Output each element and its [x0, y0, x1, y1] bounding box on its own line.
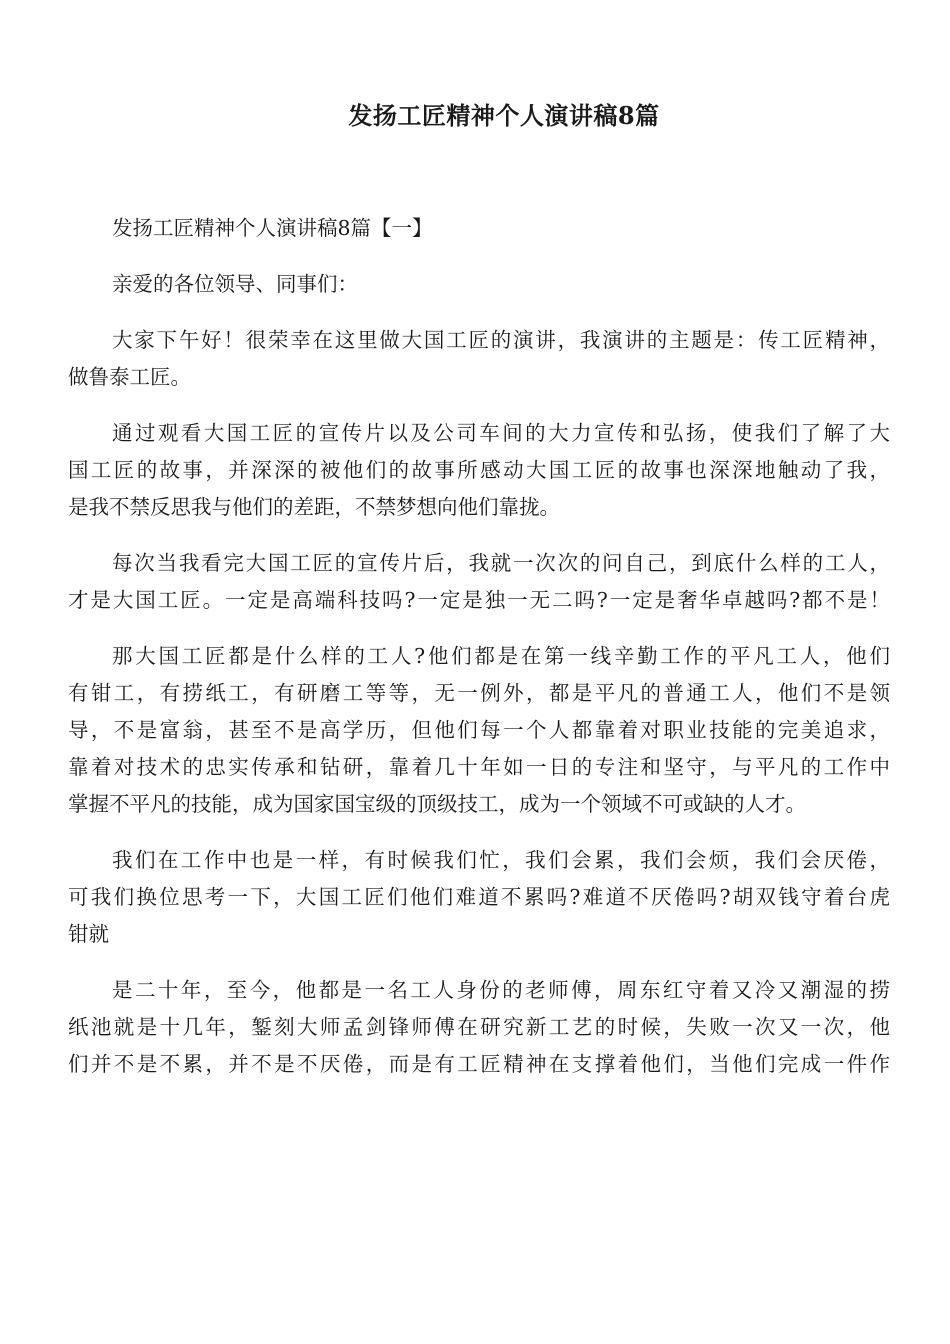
paragraph-line: 有钳工，有捞纸工，有研磨工等等，无一例外，都是平凡的普通工人，他们不是领: [68, 681, 890, 705]
paragraph-line: 那大国工匠都是什么样的工人?他们都是在第一线辛勤工作的平凡工人，他们: [112, 644, 890, 668]
paragraph-line: 靠着对技术的忠实传承和钻研，靠着几十年如一日的专注和坚守，与平凡的工作中: [68, 755, 890, 779]
paragraph-line: 是我不禁反思我与他们的差距，不禁梦想向他们靠拢。: [68, 495, 560, 519]
paragraph-line: 我们在工作中也是一样，有时候我们忙，我们会累，我们会烦，我们会厌倦，: [112, 848, 890, 872]
salutation-line: 亲爱的各位领导、同事们：: [112, 272, 358, 296]
paragraph-line: 每次当我看完大国工匠的宣传片后，我就一次次的问自己，到底什么样的工人，: [112, 551, 890, 575]
document-title: 发扬工匠精神个人演讲稿8篇: [348, 101, 660, 130]
paragraph-line: 导，不是富翁，甚至不是高学历，但他们每一个人都靠着对职业技能的完美追求，: [68, 718, 890, 742]
paragraph-line: 大家下午好！很荣幸在这里做大国工匠的演讲，我演讲的主题是：传工匠精神，: [112, 328, 890, 352]
section-heading: 发扬工匠精神个人演讲稿8篇【一】: [112, 216, 433, 240]
paragraph-line: 做鲁泰工匠。: [68, 365, 191, 389]
paragraph-line: 是二十年，至今，他都是一名工人身份的老师傅，周东红守着又冷又潮湿的捞: [112, 978, 890, 1002]
paragraph-line: 通过观看大国工匠的宣传片以及公司车间的大力宣传和弘扬，使我们了解了大: [112, 421, 890, 445]
paragraph-line: 才是大国工匠。一定是高端科技吗?一定是独一无二吗?一定是奢华卓越吗?都不是！: [68, 588, 890, 612]
paragraph-line: 纸池就是十几年，錾刻大师孟剑锋师傅在研究新工艺的时候，失败一次又一次，他: [68, 1015, 890, 1039]
paragraph-line: 掌握不平凡的技能，成为国家国宝级的顶级技工，成为一个领域不可或缺的人才。: [68, 792, 806, 816]
document-body: [68, 210, 890, 1083]
paragraph-line: 可我们换位思考一下，大国工匠们他们难道不累吗?难道不厌倦吗?胡双钱守着台虎: [68, 885, 890, 909]
paragraph-line: 国工匠的故事，并深深的被他们的故事所感动大国工匠的故事也深深地触动了我，: [68, 458, 890, 482]
paragraph-line: 钳就: [68, 922, 109, 946]
paragraph-line: 们并不是不累，并不是不厌倦，而是有工匠精神在支撑着他们，当他们完成一件作: [68, 1052, 890, 1076]
